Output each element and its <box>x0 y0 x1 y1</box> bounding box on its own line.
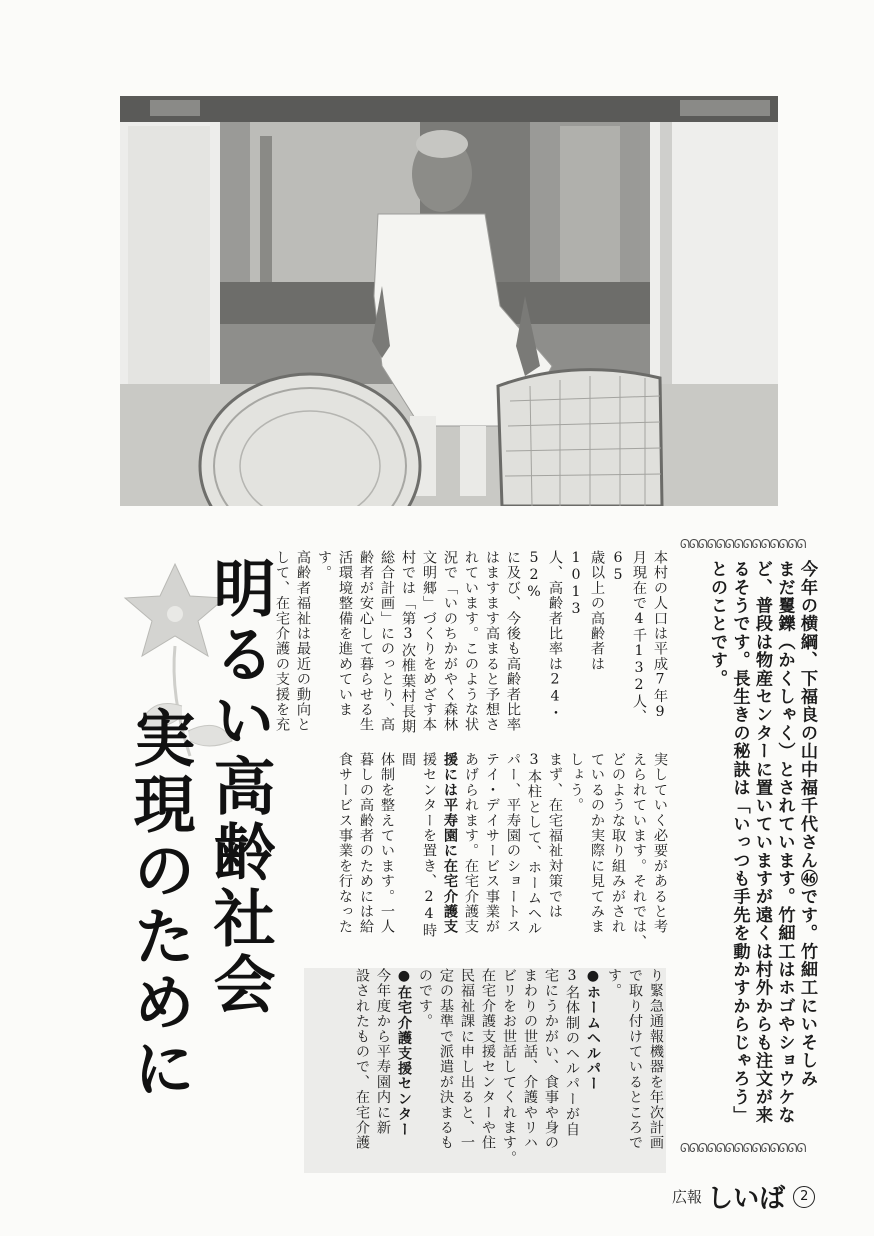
article-line: 民福祉課に申し出ると、一 <box>459 968 475 1151</box>
article-line: 援センターを置き、24時間 <box>400 752 437 938</box>
article-line: 宅にうかがい、食事や身の <box>543 968 559 1151</box>
article-line: パー、平寿園のショートス <box>505 752 521 935</box>
article-line: 文明郷」づくりをめざす本 <box>421 550 437 733</box>
photo-caption <box>684 560 818 1128</box>
article-line: まわりの世話、介護やリハ <box>522 968 538 1151</box>
caption-border-top: ᘏᘏᘏᘏᘏᘏᘏᘏᘏᘏᘏᘏᘏᘏ <box>680 537 806 551</box>
article-line: 食サービス事業を行なった <box>337 752 353 935</box>
headline <box>118 556 278 1176</box>
article-line: 実していく必要があると考 <box>652 752 668 935</box>
article-line: まず、在宅福祉対策では <box>547 752 563 920</box>
article-line: 在宅介護支援センターや住 <box>480 968 496 1151</box>
article-line: ビリをお世話してくれます。 <box>501 968 517 1166</box>
article-line: のです。 <box>417 968 433 1029</box>
article-line: して、在宅介護の支援を充 <box>274 550 290 733</box>
article-line: 設されたもので、在宅介護 <box>354 968 370 1151</box>
article-line: 暮しの高齢者のためには給 <box>358 752 374 935</box>
article-block-3 <box>304 968 666 1173</box>
caption-line: とのことです。 <box>707 560 727 688</box>
article-line: 歳以上の高齢者は1013 <box>568 550 605 672</box>
article-block-2 <box>300 752 670 950</box>
article-line: 活環境整備を進めています。 <box>316 550 353 718</box>
caption-line: まだ矍鑠（かくしゃく）とされています。竹細工はホゴやショウケな <box>774 560 795 1125</box>
article-line: 人、高齢者比率は24・52% <box>526 550 563 721</box>
article-line: に及び、今後も高齢者比率 <box>505 550 521 733</box>
photo-illustration <box>120 96 778 506</box>
elderly-man-photo <box>120 96 778 506</box>
article-block-1 <box>274 550 670 738</box>
article-line: 3本柱として、ホームヘル <box>526 752 542 937</box>
article-line: 定の基準で派遣が決まるも <box>438 968 454 1151</box>
article-line: 3名体制のヘルパーが自 <box>564 968 580 1137</box>
caption-line: るそうです。長生きの秘訣は「いっつも手先を動かすからじゃろう」 <box>729 560 750 1125</box>
article-line: 高齢者福祉は最近の動向と <box>295 550 311 733</box>
caption-line: 今年の横綱、下福良の山中福千代さん㊻です。竹細工にいそしみ <box>797 560 817 1088</box>
publication-name: しいば <box>707 1184 786 1214</box>
article-line: ているのか実際に見てみま <box>589 752 605 935</box>
article-line: り緊急通報機器を年次計画 <box>648 968 664 1151</box>
article-line: 況で「いのちかがやく森林 <box>442 550 458 733</box>
page-footer <box>672 1178 832 1214</box>
article-line: テイ・デイサービス事業が <box>484 752 500 935</box>
article-line: 援には平寿園に在宅介護支 <box>442 752 458 935</box>
article-line: 齢者が安心して暮らせる生 <box>358 550 374 733</box>
caption-line: ど、普段は物産センターに置いていますが遠くは村外からも注文が来 <box>752 560 772 1125</box>
footer-label: 広報 <box>672 1188 703 1206</box>
article-line: す。 <box>606 968 622 999</box>
article-line: 月現在で4千132人、65 <box>610 550 647 725</box>
page-number: 2 <box>793 1186 815 1208</box>
article-line: 総合計画」にのっとり、高 <box>379 550 395 733</box>
headline-line-1: 明るい高齢社会 <box>203 556 276 1018</box>
caption-border-bottom: ᘏᘏᘏᘏᘏᘏᘏᘏᘏᘏᘏᘏᘏᘏ <box>680 1141 806 1155</box>
section-heading-support-center: ●在宅介護支援センター <box>396 968 412 1137</box>
article-line: れています。このような状 <box>463 550 479 733</box>
article-line: えられています。それでは、 <box>631 752 647 950</box>
article-line: しょう。 <box>568 752 584 813</box>
article-line: 本村の人口は平成7年9 <box>652 550 668 721</box>
article-line: 体制を整えています。一人 <box>379 752 395 935</box>
article-line: 村では「第3次椎葉村長期 <box>400 550 416 735</box>
headline-line-2: 実現のために <box>123 706 196 1102</box>
article-line: 今年度から平寿園内に新 <box>375 968 391 1136</box>
article-line: どのような取り組みがされ <box>610 752 626 935</box>
section-heading-home-helper: ●ホームヘルパー <box>585 968 601 1092</box>
article-line: あげられます。在宅介護支 <box>463 752 479 935</box>
article-line: はますます高まると予想さ <box>484 550 500 733</box>
article-line: で取り付けているところで <box>627 968 643 1151</box>
